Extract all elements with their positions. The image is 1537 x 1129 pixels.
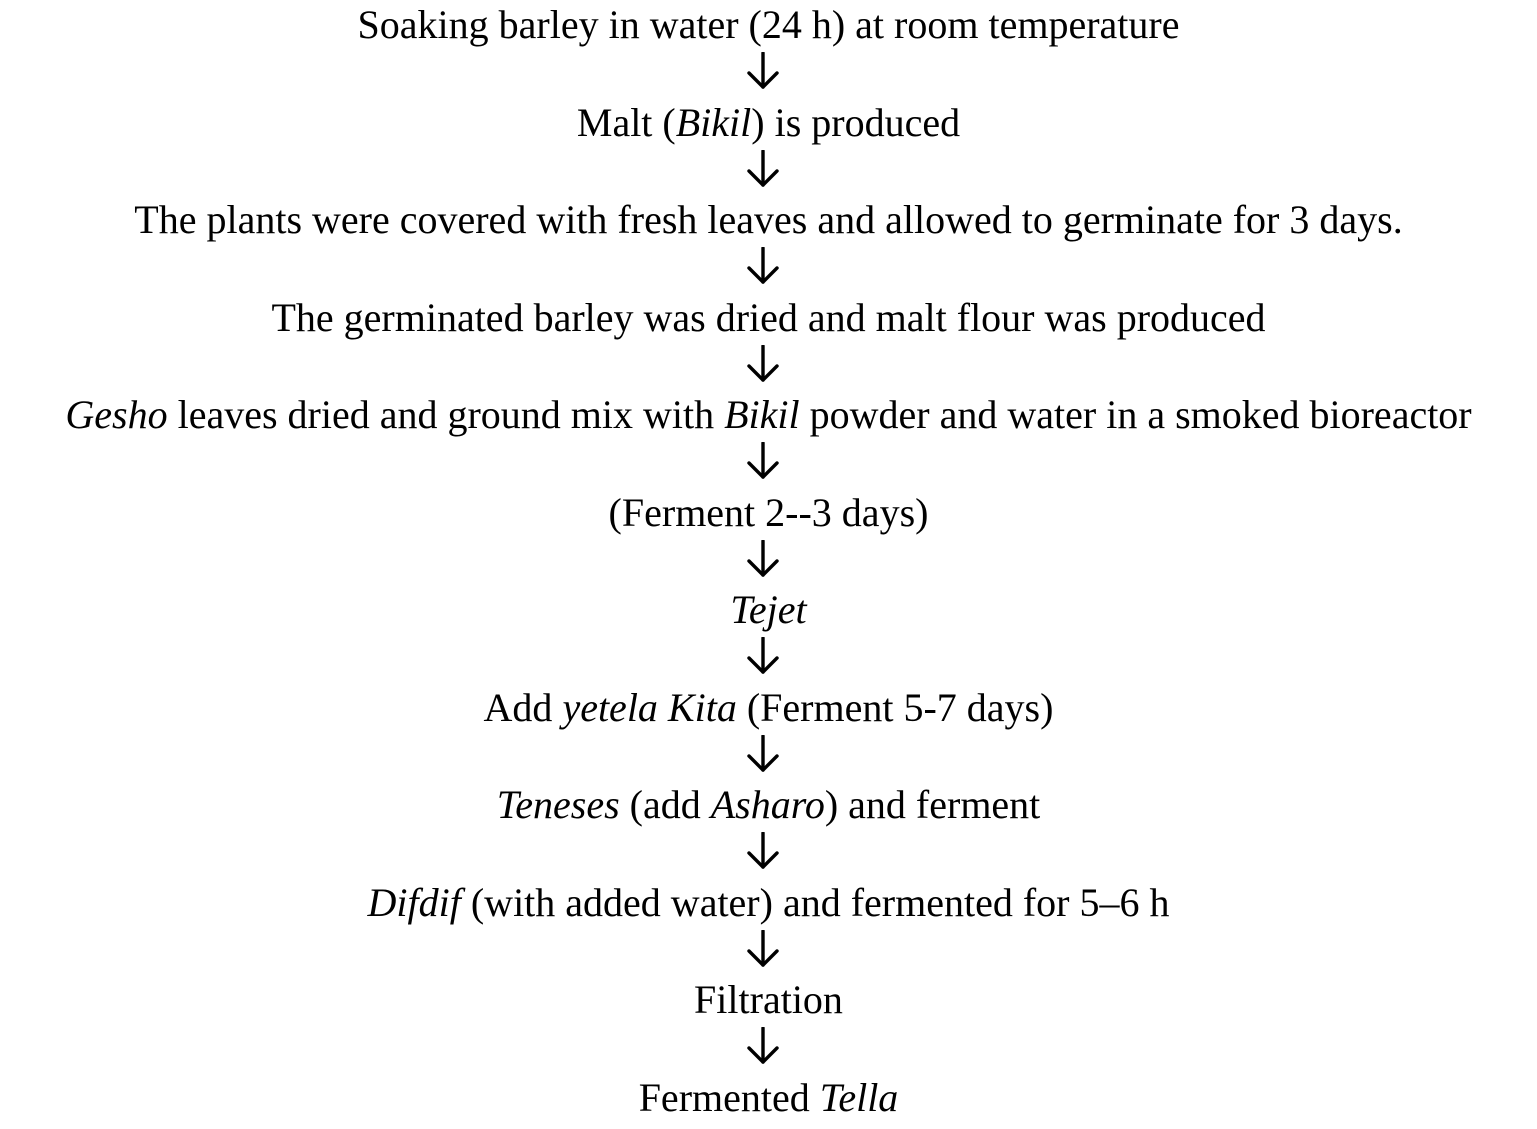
- down-arrow-icon: [746, 52, 780, 90]
- flow-step-11: [0, 976, 1537, 1024]
- flow-step-8-segment: yetela Kita: [562, 684, 737, 730]
- flow-step-1-segment: Soaking barley in water (24 h) at room temperature: [357, 2, 1180, 47]
- down-arrow-icon: [746, 442, 780, 480]
- flow-step-11-segment: Filtration: [694, 977, 843, 1022]
- flow-step-3: [0, 196, 1537, 244]
- flow-step-7: [0, 586, 1537, 634]
- flow-step-5-segment: powder and water in a smoked bioreactor: [799, 392, 1472, 437]
- flow-step-6-segment: (Ferment 2--3 days): [608, 489, 929, 535]
- flow-step-8: [0, 684, 1537, 732]
- flow-step-5-segment: Bikil: [724, 392, 800, 437]
- flow-step-9-segment: Teneses: [496, 782, 620, 827]
- flow-step-2-segment: Malt (: [576, 99, 676, 145]
- flow-step-8-segment: Add: [483, 684, 563, 730]
- flow-step-9-segment: Asharo: [710, 782, 825, 827]
- down-arrow-icon: [746, 247, 780, 285]
- flow-step-9-segment: ) and ferment: [824, 782, 1041, 827]
- flow-step-12-segment: Fermented: [638, 1074, 820, 1120]
- flow-step-10: [0, 879, 1537, 927]
- flow-step-5-segment: Gesho: [65, 392, 168, 437]
- down-arrow-icon: [746, 930, 780, 968]
- flow-step-12: [0, 1074, 1537, 1122]
- flow-step-5-segment: leaves dried and ground mix with: [167, 392, 725, 437]
- flow-step-8-segment: (Ferment 5-7 days): [736, 684, 1054, 730]
- flow-step-9-segment: (add: [619, 782, 711, 827]
- flow-step-5: [0, 391, 1537, 439]
- flow-step-12-segment: Tella: [819, 1074, 899, 1120]
- flow-step-4-segment: The germinated barley was dried and malt flour was produced: [271, 294, 1266, 340]
- flow-step-10-segment: (with added water) and fermented for 5–6 h: [460, 879, 1170, 925]
- down-arrow-icon: [746, 735, 780, 773]
- flow-step-4: [0, 294, 1537, 342]
- flow-step-3-segment: The plants were covered with fresh leaves and allowed to germinate for 3 days.: [134, 197, 1403, 242]
- down-arrow-icon: [746, 637, 780, 675]
- down-arrow-icon: [746, 1027, 780, 1065]
- down-arrow-icon: [746, 540, 780, 578]
- flow-step-10-segment: Difdif: [367, 879, 461, 925]
- flow-step-2-segment: ) is produced: [751, 99, 961, 145]
- flow-step-6: [0, 489, 1537, 537]
- down-arrow-icon: [746, 832, 780, 870]
- flow-step-2: [0, 99, 1537, 147]
- flow-step-9: [0, 781, 1537, 829]
- down-arrow-icon: [746, 345, 780, 383]
- flow-step-2-segment: Bikil: [675, 99, 752, 145]
- flow-step-7-segment: Tejet: [730, 587, 807, 632]
- flow-step-1: [0, 1, 1537, 49]
- down-arrow-icon: [746, 150, 780, 188]
